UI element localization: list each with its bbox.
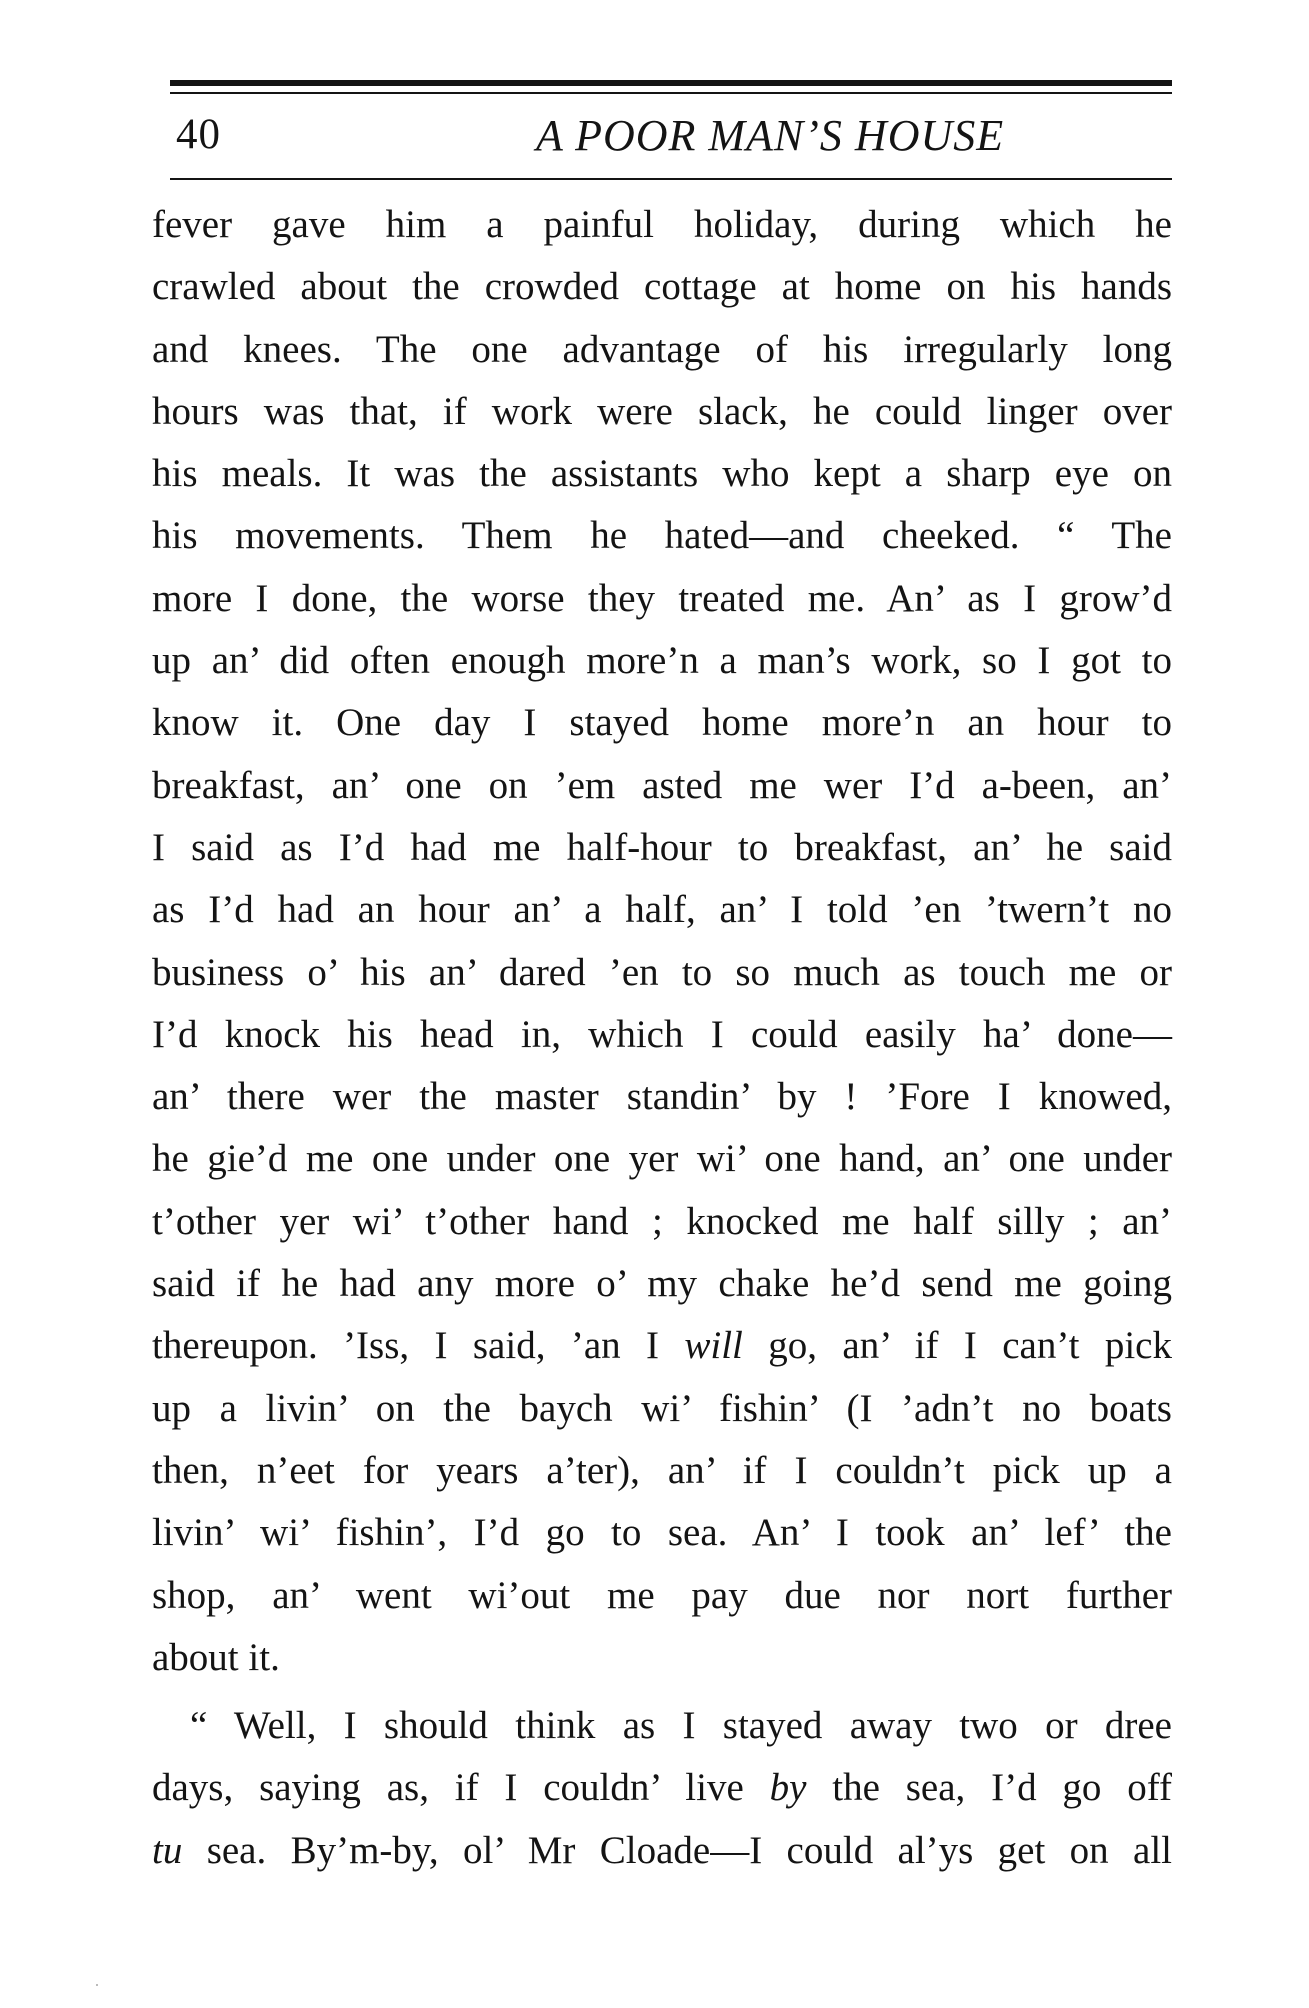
text-line: shop, an’ went wi’out me pay due nor nort further <box>152 1573 1172 1617</box>
top-double-rule-thin <box>170 92 1172 94</box>
text-run: thereupon. ’Iss, I said, ’an I <box>152 1324 685 1368</box>
text-line: I said as I’d had me half-hour to breakfast, an’ he said <box>152 825 1172 869</box>
text-line: livin’ wi’ fishin’, I’d go to sea. An’ I took an’ lef’ the <box>152 1511 1172 1555</box>
emphasis: tu <box>152 1828 183 1872</box>
text-line-paragraph-start: “ Well, I should think as I stayed away two or dree <box>190 1704 1172 1748</box>
text-line: as I’d had an hour an’ a half, an’ I told ’en ’twern’t no <box>152 888 1172 932</box>
page-number: 40 <box>176 111 221 158</box>
header-rule <box>170 178 1172 180</box>
emphasis: will <box>684 1324 743 1368</box>
text-line: business o’ his an’ dared ’en to so much as touch me or <box>152 950 1172 994</box>
text-line: his meals. It was the assistants who kept a sharp eye on <box>152 452 1172 496</box>
text-line: more I done, the worse they treated me. An’ as I grow’d <box>152 576 1172 620</box>
text-line: up a livin’ on the baych wi’ fishin’ (I ’adn’t no boats <box>152 1386 1172 1430</box>
text-line-with-emphasis <box>152 1315 1172 1377</box>
text-run: go, an’ if I can’t pick <box>742 1324 1172 1368</box>
text-line: then, n’eet for years a’ter), an’ if I couldn’t pick up a <box>152 1448 1172 1492</box>
top-double-rule-thick <box>170 80 1172 86</box>
running-title: A POOR MAN’S HOUSE <box>536 111 1005 160</box>
paper-speck <box>96 1984 98 1986</box>
text-line: crawled about the crowded cottage at home on his hands <box>152 265 1172 309</box>
text-line-with-emphasis <box>152 1820 1172 1882</box>
text-line: and knees. The one advantage of his irregularly long <box>152 327 1172 371</box>
emphasis: by <box>769 1766 807 1810</box>
text-line: I’d knock his head in, which I could easily ha’ done— <box>152 1012 1172 1056</box>
text-line-paragraph-end: about it. <box>152 1635 280 1679</box>
text-run: sea. By’m-by, ol’ Mr Cloade—I could al’ys get on all <box>182 1828 1172 1872</box>
text-line: hours was that, if work were slack, he could linger over <box>152 389 1172 433</box>
text-run: the sea, I’d go off <box>806 1766 1173 1810</box>
text-line: said if he had any more o’ my chake he’d send me going <box>152 1262 1172 1306</box>
running-head <box>170 104 1172 164</box>
text-run: days, saying as, if I couldn’ live <box>152 1766 770 1810</box>
text-line-with-emphasis <box>152 1757 1172 1819</box>
text-line: breakfast, an’ one on ’em asted me wer I’d a-been, an’ <box>152 763 1172 807</box>
text-line: t’other yer wi’ t’other hand ; knocked me half silly ; an’ <box>152 1199 1172 1243</box>
text-line: up an’ did often enough more’n a man’s work, so I got to <box>152 639 1172 683</box>
body-text <box>152 194 1172 1882</box>
text-line: his movements. Them he hated—and cheeked. “ The <box>152 514 1172 558</box>
text-line: fever gave him a painful holiday, during which he <box>152 203 1172 246</box>
text-line: know it. One day I stayed home more’n an hour to <box>152 701 1172 745</box>
text-line: an’ there wer the master standin’ by ! ’Fore I knowed, <box>152 1075 1172 1119</box>
text-line: he gie’d me one under one yer wi’ one hand, an’ one under <box>152 1137 1172 1181</box>
